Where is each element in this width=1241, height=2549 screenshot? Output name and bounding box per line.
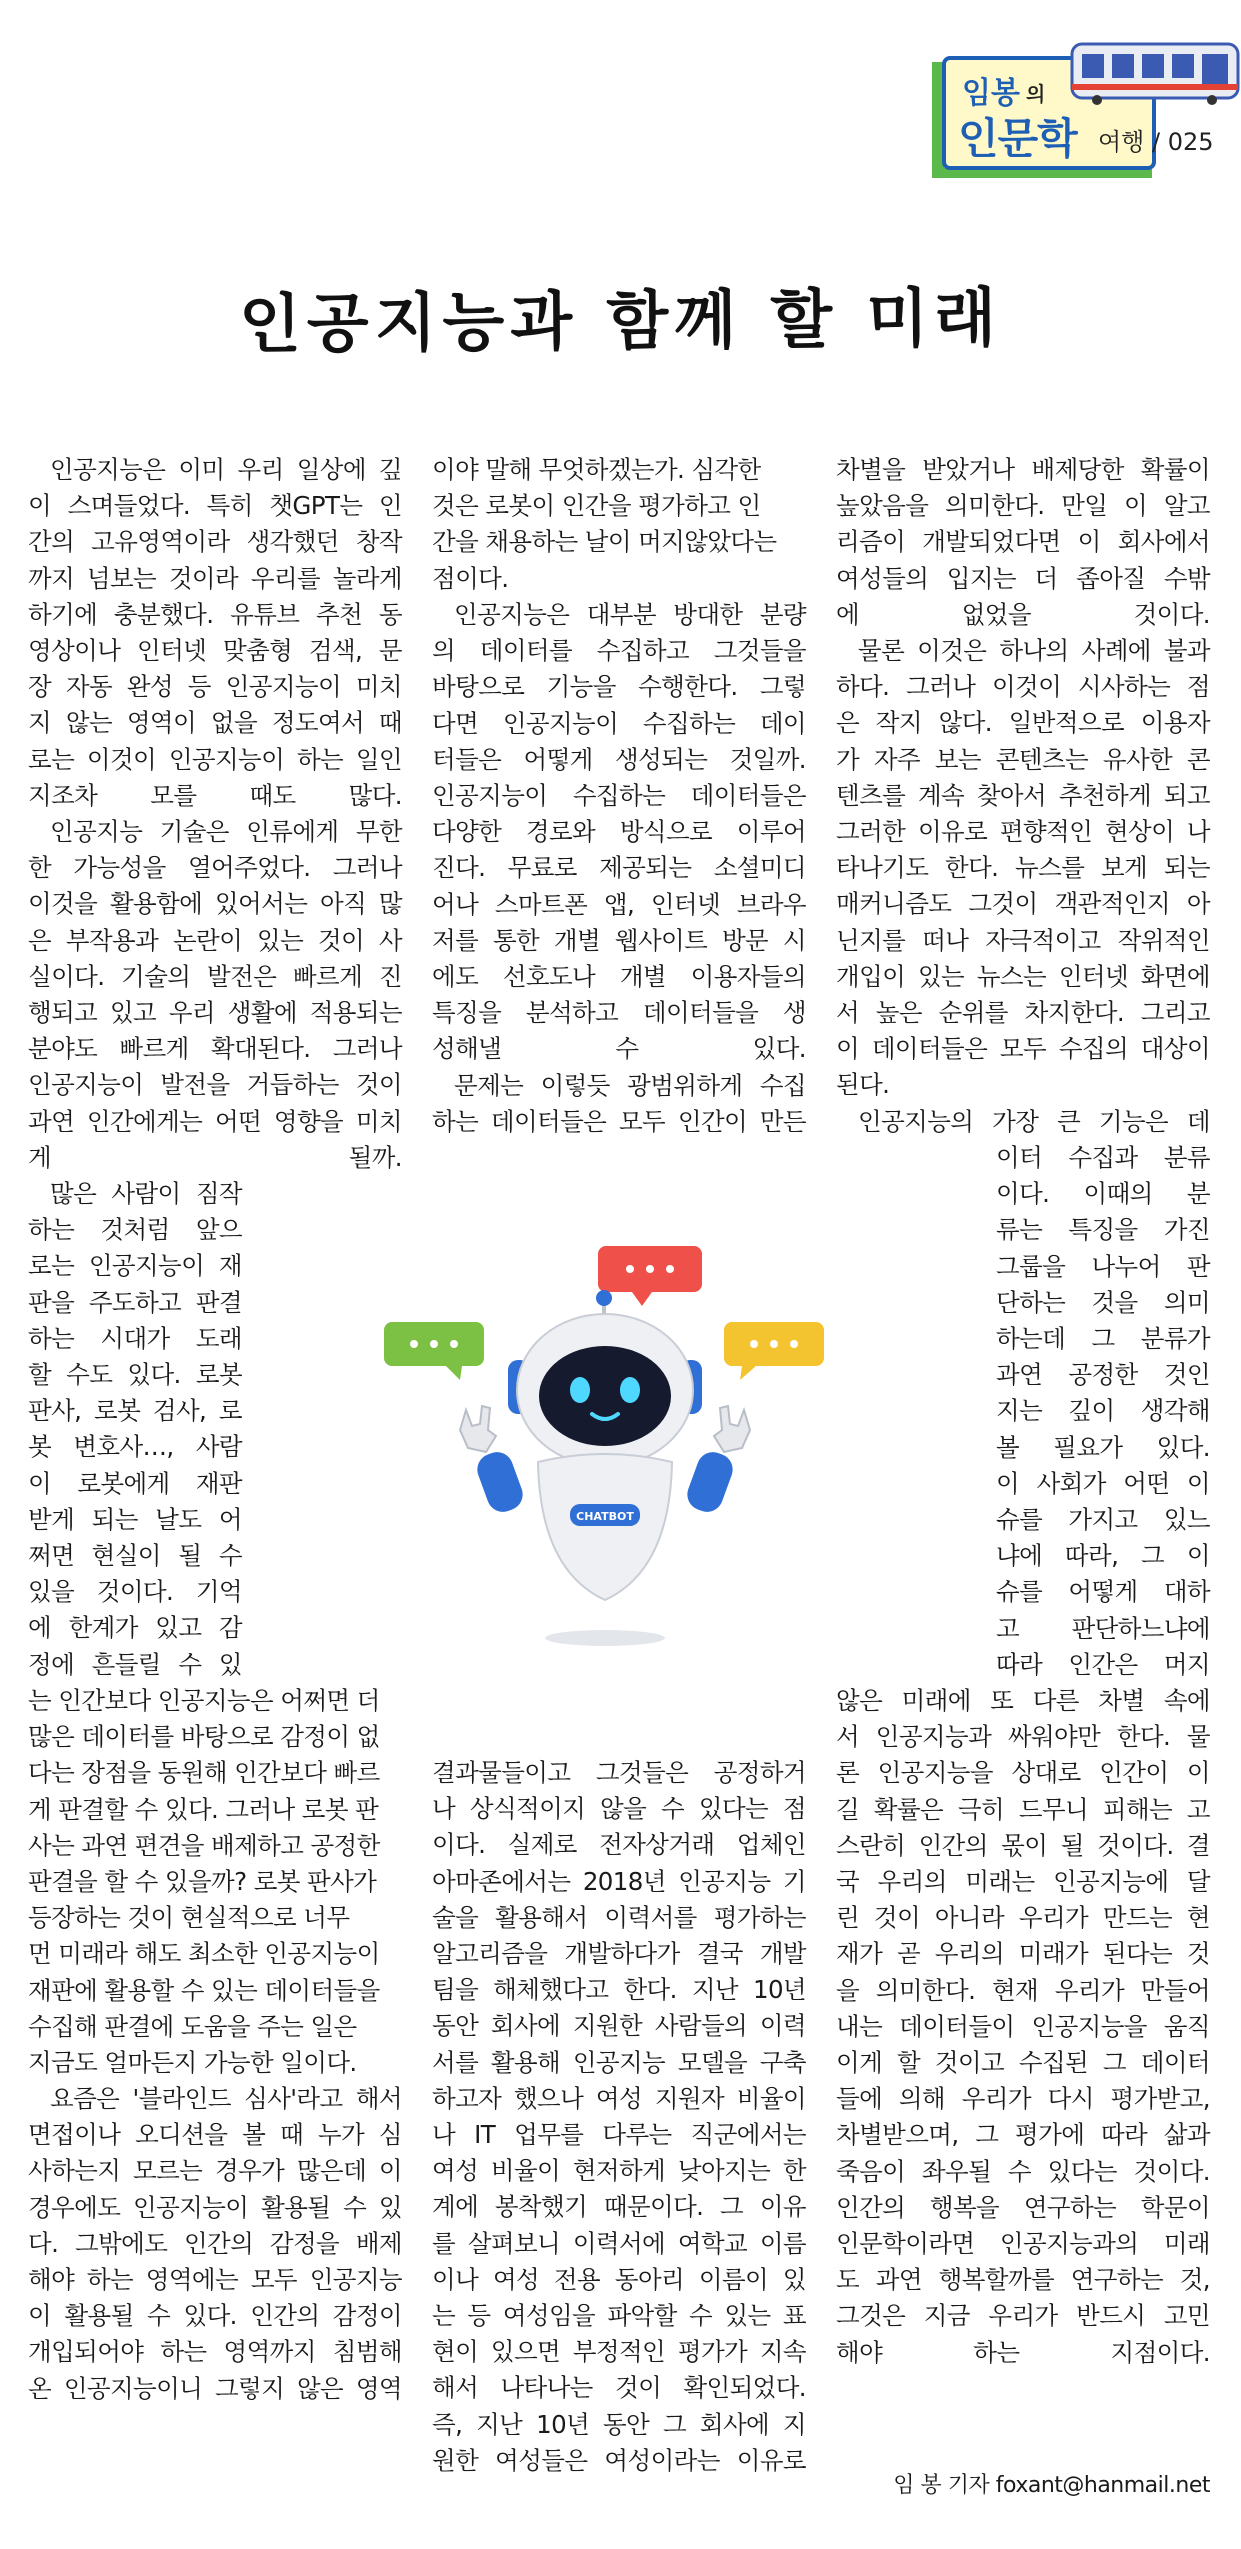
series-name-part1: 임봉 bbox=[962, 76, 1020, 111]
green-speech-bubble-icon bbox=[384, 1322, 484, 1380]
col1-para-4: 요즘은 '블라인드 심사'라고 해서 면접이나 오디션을 볼 때 누가 심 사하는지 모르는 경우가 많은데 이 경우에도 인공지능이 활용될 수 있 다. 그밖에도 인간의 감정을 배제 해야 하는 영역에는 모두 인공지능 이 활용될 수 있다. 인간의 감정이 개입되어야 하는 영역까지 침범해 온 인공지능이니 그렇지 않은 영역 bbox=[28, 2084, 402, 2403]
col3-para-2: 물론 이것은 하나의 사례에 불과 하다. 그러나 이것이 시사하는 점 은 작지 않다. 일반적으로 이용자 가 자주 보는 콘텐츠는 유사한 콘 텐츠를 계속 찾아서 추천하게 되고 그러한 이유로 편향적인 현상이 나 타나기도 한다. 뉴스를 보게 되는 매커니즘도 그것이 객관적인지 아 닌지를 떠나 자극적이고 작위적인 개입이 있는 뉴스는 인터넷 화면에 서 높은 순위를 차지한다. 그리고 이 데이터들은 모두 수집의 대상이 된다. bbox=[836, 636, 1210, 1100]
col3-para-1: 차별을 받았거나 배제당한 확률이 높았음을 의미한다. 만일 이 알고 리즘이 개발되었다면 이 회사에서 여성들의 입지는 더 좁아질 수밖 에 없었을 것이다. bbox=[836, 455, 1210, 629]
col3-para-3-cont: 않은 미래에 또 다른 차별 속에 서 인공지능과 싸워야만 한다. 물 론 인공지능을 상대로 인간이 이 길 확률은 극히 드무니 피해는 고 스란히 인간의 몫이 될 것이다. 결 국 우리의 미래는 인공지능에 달 린 것이 아니라 우리가 만드는 현 재가 곧 우리의 미래가 된다는 것 을 의미한다. 현재 우리가 만들어 내는 데이터들이 인공지능을 움직 이게 할 것이고 수집된 그 데이터 들에 의해 우리가 다시 평가받고, 차별받으며, 그 평가에 따라 삶과 죽음이 좌우될 수 있다는 것이다. 인간의 행복을 연구하는 학문이 인문학이라면 인공지능과의 미래 도 과연 행복할까를 연구하는 것, 그것은 지금 우리가 반드시 고민 해야 하는 지점이다. bbox=[836, 1686, 1210, 2367]
chatbot-robot-illustration bbox=[370, 1240, 830, 1660]
col3-para-3-wrap: 이터 수집과 분류 이다. 이때의 분 류는 특징을 가진 그룹을 나누어 판 단하는 것을 의미 하는데 그 분류가 과연 공정한 것인 지는 깊이 생각해 볼 필요가 있다. 이 사회가 어떤 이 슈를 가지고 있느 냐에 따라, 그 이 슈를 어떻게 대하 고 판단하느냐에 따라 인간은 머지 bbox=[996, 1143, 1210, 1679]
col3-para-3: 인공지능의 가장 큰 기능은 데 bbox=[858, 1107, 1210, 1136]
col2-para-2: 인공지능은 대부분 방대한 분량 의 데이터를 수집하고 그것들을 바탕으로 기능을 수행한다. 그렇 다면 인공지능이 수집하는 데이 터들은 어떻게 생성되는 것일까. 인공지능이 수집하는 데이터들은 다양한 경로와 방식으로 이루어 진다. 무료로 제공되는 소셜미디 어나 스마트폰 앱, 인터넷 브라우 저를 통한 개별 웹사이트 방문 시 에도 선호도나 개별 이용자들의 특징을 분석하고 데이터들을 생 성해낼 수 있다. bbox=[432, 600, 806, 1064]
article-title: 인공지능과 함께 할 미래 bbox=[238, 280, 1003, 363]
robot-label: CHATBOT bbox=[576, 1510, 634, 1523]
col1-para-3: 많은 사람이 짐작 하는 것처럼 앞으 로는 인공지능이 재 판을 주도하고 판결 하는 시대가 도래 할 수도 있다. 로봇 판사, 로봇 검사, 로 봇 변호사…, 사람 이 로봇에게 재판 받게 되는 날도 어 쩌면 현실이 될 수 있을 것이다. 기억 에 한계가 있고 감 정에 흔들릴 수 있 bbox=[28, 1179, 242, 1679]
col2-para-3: 문제는 이렇듯 광범위하게 수집 하는 데이터들은 모두 인간이 만든 bbox=[432, 1071, 806, 1137]
series-badge bbox=[922, 40, 1240, 190]
train-icon bbox=[1072, 44, 1238, 105]
series-name-part2: 인문학 bbox=[958, 114, 1077, 163]
series-particle: 의 bbox=[1026, 82, 1046, 106]
left-arm bbox=[460, 1406, 527, 1516]
right-arm bbox=[683, 1406, 750, 1516]
byline: 임 봉 기자 foxant@hanmail.net bbox=[893, 2473, 1210, 2498]
col1-para-1: 인공지능은 이미 우리 일상에 깊 이 스며들었다. 특히 챗GPT는 인 간의 고유영역이라 생각했던 창작 까지 넘보는 것이라 우리를 놀라게 하기에 충분했다. 유튜브 추천 동 영상이나 인터넷 맞춤형 검색, 문 장 자동 완성 등 인공지능이 미치 지 않는 영역이 없을 정도여서 때 로는 이것이 인공지능이 하는 일인 지조차 모를 때도 많다. bbox=[28, 455, 402, 810]
yellow-speech-bubble-icon bbox=[724, 1322, 824, 1380]
col1-para-2: 인공지능 기술은 인류에게 무한 한 가능성을 열어주었다. 그러나 이것을 활용함에 있어서는 아직 많 은 부작용과 논란이 있는 것이 사 실이다. 기술의 발전은 빠르게 진 행되고 있고 우리 생활에 적용되는 분야도 빠르게 확대된다. 그러나 인공지능이 발전을 거듭하는 것이 과연 인간에게는 어떤 영향을 미치 게 될까. bbox=[28, 817, 402, 1172]
col2-para-3-cont: 결과물들이고 그것들은 공정하거 나 상식적이지 않을 수 있다는 점 이다. 실제로 전자상거래 업체인 아마존에서는 2018년 인공지능 기 술을 활용해서 이력서를 평가하는 알고리즘을 개발하다가 결국 개발 팀을 해체했다고 한다. 지난 10년 동안 회사에 지원한 사람들의 이력 서를 활용해 인공지능 모델을 구축 하고자 했으나 여성 지원자 비율이 나 IT 업무를 다루는 직군에서는 여성 비율이 현저하게 낮아지는 한 계에 봉착했기 때문이다. 그 이유 를 살펴보니 이력서에 여학교 이름 이나 여성 전용 동아리 이름이 있 는 등 여성임을 파악할 수 있는 표 현이 있으면 부정적인 평가가 지속 해서 나타나는 것이 확인되었다. 즉, 지난 10년 동안 그 회사에 지 원한 여성들은 여성이라는 이유로 bbox=[432, 1758, 806, 2475]
col1-para-3-cont: 는 인간보다 인공지능은 어쩌면 더 많은 데이터를 바탕으로 감정이 없 다는 장점을 동원해 인간보다 빠르 게 판결할 수 있다. 그러나 로봇 판 사는 과연 편견을 배제하고 공정한 판결을 할 수 있을까? 로봇 판사가 등장하는 것이 현실적으로 너무 먼 미래라 해도 최소한 인공지능이 재판에 활용할 수 있는 데이터들을 수집해 판결에 도움을 주는 일은 지금도 얼마든지 가능한 일이다. bbox=[28, 1686, 380, 2078]
col2-para-1: 이야 말해 무엇하겠는가. 심각한 것은 로봇이 인간을 평가하고 인 간을 채용하는 날이 머지않았다는 점이다. bbox=[432, 455, 777, 593]
series-number: 여행 / 025 bbox=[1098, 128, 1214, 156]
red-speech-bubble-icon bbox=[598, 1246, 702, 1306]
